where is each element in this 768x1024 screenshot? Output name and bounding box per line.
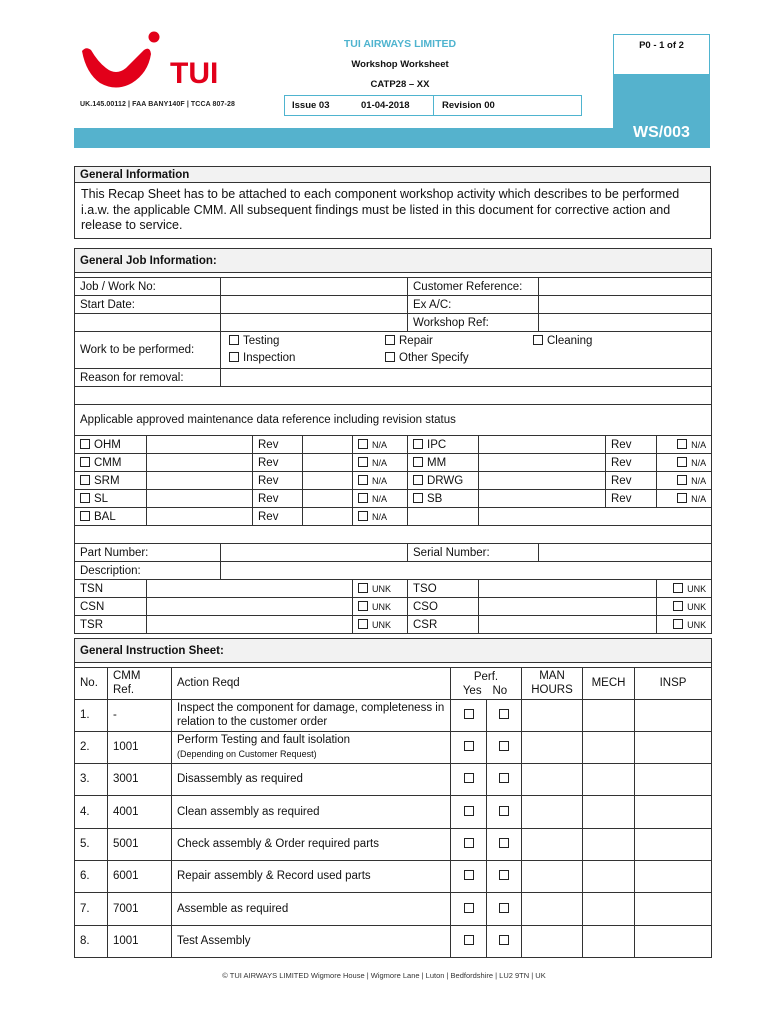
- rev-label: Rev: [253, 472, 303, 490]
- work-to-perform-label: Work to be performed:: [75, 332, 221, 369]
- insp-field[interactable]: [635, 892, 712, 925]
- na-checkbox[interactable]: [358, 475, 368, 485]
- rev-label: Rev: [606, 454, 657, 472]
- catp-code: CATP28 – XX: [370, 79, 430, 90]
- na-option[interactable]: N/A: [657, 490, 712, 508]
- perf-no-checkbox[interactable]: [499, 870, 509, 880]
- perf-no-cell[interactable]: [487, 892, 522, 925]
- drwg-checkbox[interactable]: [413, 475, 423, 485]
- unk-checkbox[interactable]: [358, 583, 368, 593]
- description-field[interactable]: [221, 562, 712, 580]
- customer-ref-field[interactable]: [539, 278, 712, 296]
- unk-option[interactable]: UNK: [657, 598, 712, 616]
- mm-checkbox[interactable]: [413, 457, 423, 467]
- serial-number-field[interactable]: [539, 544, 712, 562]
- workshop-ref-label: Workshop Ref:: [408, 314, 539, 332]
- na-option[interactable]: N/A: [353, 454, 408, 472]
- na-option[interactable]: N/A: [657, 472, 712, 490]
- doc-sb: SB: [408, 490, 479, 508]
- insp-field[interactable]: [635, 860, 712, 892]
- customer-ref-label: Customer Reference:: [408, 278, 539, 296]
- logo-wordmark: TUI: [170, 57, 219, 90]
- row-cmm-ref: 6001: [108, 860, 172, 892]
- perf-yes-cell[interactable]: [451, 925, 487, 957]
- rev-field[interactable]: [303, 436, 353, 454]
- instruction-rows: [75, 699, 712, 957]
- mech-field[interactable]: [583, 699, 635, 731]
- inspection-label: Inspection: [243, 352, 296, 364]
- perf-yes-cell[interactable]: [451, 860, 487, 892]
- na-checkbox[interactable]: [677, 439, 687, 449]
- inspection-option[interactable]: [229, 352, 295, 364]
- perf-yes-cell[interactable]: [451, 828, 487, 860]
- perf-yes-cell[interactable]: [451, 795, 487, 828]
- row-action: Check assembly & Order required parts: [172, 828, 451, 860]
- insp-field[interactable]: [635, 828, 712, 860]
- description-label: Description:: [75, 562, 221, 580]
- row-action: Assemble as required: [172, 892, 451, 925]
- ex-ac-label: Ex A/C:: [408, 296, 539, 314]
- unk-option[interactable]: UNK: [657, 616, 712, 634]
- perf-yes-cell[interactable]: [451, 763, 487, 795]
- row-cmm-ref: 1001: [108, 925, 172, 957]
- blank-cell: [221, 314, 408, 332]
- other-specify-label: Other Specify: [399, 352, 469, 364]
- rev-label: Rev: [606, 472, 657, 490]
- perf-yes-checkbox[interactable]: [464, 838, 474, 848]
- perf-no-cell[interactable]: [487, 699, 522, 731]
- perf-yes-checkbox[interactable]: [464, 870, 474, 880]
- testing-option[interactable]: [229, 335, 279, 347]
- inspection-checkbox[interactable]: [229, 352, 239, 362]
- time-cso: CSO: [408, 598, 479, 616]
- doc-drwg-field[interactable]: [479, 472, 606, 490]
- tui-logo: [78, 28, 238, 98]
- insp-field[interactable]: [635, 925, 712, 957]
- blank-cell: [408, 508, 479, 526]
- perf-yes-checkbox[interactable]: [464, 741, 474, 751]
- row-action: Disassembly as required: [172, 763, 451, 795]
- instruction-row: [75, 892, 712, 925]
- perf-no-cell[interactable]: [487, 860, 522, 892]
- rev-field[interactable]: [303, 472, 353, 490]
- na-checkbox[interactable]: [358, 493, 368, 503]
- doc-srm-field[interactable]: [147, 472, 253, 490]
- company-name: TUI AIRWAYS LIMITED: [343, 38, 457, 50]
- man-hours-field[interactable]: [522, 828, 583, 860]
- other-specify-option[interactable]: [385, 352, 469, 364]
- mech-field[interactable]: [583, 828, 635, 860]
- tso-field[interactable]: [479, 580, 657, 598]
- col-mech-header: MECH: [583, 668, 635, 700]
- row-cmm-ref: 4001: [108, 795, 172, 828]
- perf-no-checkbox[interactable]: [499, 935, 509, 945]
- na-checkbox[interactable]: [358, 439, 368, 449]
- row-cmm-ref: 5001: [108, 828, 172, 860]
- workshop-ref-field[interactable]: [539, 314, 712, 332]
- unk-option[interactable]: UNK: [353, 598, 408, 616]
- doc-ipc: IPC: [408, 436, 479, 454]
- start-date-field[interactable]: [221, 296, 408, 314]
- mech-field[interactable]: [583, 731, 635, 763]
- row-no: 2.: [75, 731, 108, 763]
- mech-field[interactable]: [583, 860, 635, 892]
- repair-option[interactable]: [385, 335, 433, 347]
- instruction-title: General Instruction Sheet:: [75, 639, 712, 663]
- row-no: 1.: [75, 699, 108, 731]
- perf-no-checkbox[interactable]: [499, 741, 509, 751]
- issue-label: Issue 03: [292, 100, 330, 111]
- perf-yes-cell[interactable]: [451, 699, 487, 731]
- unk-option[interactable]: UNK: [353, 580, 408, 598]
- row-action: Clean assembly as required: [172, 795, 451, 828]
- time-csn: CSN: [75, 598, 147, 616]
- logo-dot: [149, 32, 160, 43]
- doc-bal: BAL: [75, 508, 147, 526]
- mech-field[interactable]: [583, 892, 635, 925]
- job-info-title: General Job Information:: [75, 249, 712, 273]
- rev-label: Rev: [606, 436, 657, 454]
- repair-label: Repair: [399, 335, 433, 347]
- blank-row: [75, 526, 712, 544]
- man-hours-field[interactable]: [522, 892, 583, 925]
- srm-checkbox[interactable]: [80, 475, 90, 485]
- general-info-text: This Recap Sheet has to be attached to each component workshop activity which describes to be performed i.a.w. the applicable CMM. All subsequent findings must be listed in this document for corrective action and release to service.: [75, 183, 711, 239]
- insp-field[interactable]: [635, 795, 712, 828]
- na-option[interactable]: N/A: [657, 454, 712, 472]
- row-no: 4.: [75, 795, 108, 828]
- page-number: P0 - 1 of 2: [613, 34, 710, 75]
- perf-yes-checkbox[interactable]: [464, 709, 474, 719]
- doc-sl-field[interactable]: [147, 490, 253, 508]
- na-checkbox[interactable]: [677, 475, 687, 485]
- issue-box: [284, 95, 582, 116]
- perf-no-checkbox[interactable]: [499, 903, 509, 913]
- man-hours-field[interactable]: [522, 925, 583, 957]
- mech-field[interactable]: [583, 925, 635, 957]
- job-no-field[interactable]: [221, 278, 408, 296]
- ohm-checkbox[interactable]: [80, 439, 90, 449]
- footer: © TUI AIRWAYS LIMITED Wigmore House | Wigmore Lane | Luton | Bedfordshire | LU2 9TN | UK: [222, 971, 546, 980]
- perf-no-cell[interactable]: [487, 795, 522, 828]
- row-action: Perform Testing and fault isolation (Depending on Customer Request): [172, 731, 451, 763]
- part-number-label: Part Number:: [75, 544, 221, 562]
- man-hours-field[interactable]: [522, 763, 583, 795]
- worksheet-title: Workshop Worksheet: [351, 59, 449, 70]
- reason-removal-label: Reason for removal:: [75, 369, 221, 387]
- instruction-row: [75, 699, 712, 731]
- rev-field[interactable]: [303, 454, 353, 472]
- logo-smile: [82, 48, 151, 87]
- doc-cmm-field[interactable]: [147, 454, 253, 472]
- time-csr: CSR: [408, 616, 479, 634]
- perf-no-cell[interactable]: [487, 828, 522, 860]
- instruction-row: [75, 860, 712, 892]
- mech-field[interactable]: [583, 763, 635, 795]
- other-specify-checkbox[interactable]: [385, 352, 395, 362]
- perf-no-checkbox[interactable]: [499, 838, 509, 848]
- start-date-label: Start Date:: [75, 296, 221, 314]
- ex-ac-field[interactable]: [539, 296, 712, 314]
- sb-checkbox[interactable]: [413, 493, 423, 503]
- doc-ipc-field[interactable]: [479, 436, 606, 454]
- instruction-row: [75, 795, 712, 828]
- cleaning-label: Cleaning: [547, 335, 593, 347]
- man-hours-field[interactable]: [522, 731, 583, 763]
- doc-sb-field[interactable]: [479, 490, 606, 508]
- rev-label: Rev: [253, 436, 303, 454]
- general-info-table: [74, 166, 711, 239]
- work-options: [221, 332, 712, 369]
- instruction-row: [75, 731, 712, 763]
- col-perf-header: Perf. Yes No: [451, 668, 522, 700]
- perf-yes-checkbox[interactable]: [464, 903, 474, 913]
- na-option[interactable]: N/A: [353, 508, 408, 526]
- insp-field[interactable]: [635, 699, 712, 731]
- doc-bal-field[interactable]: [147, 508, 253, 526]
- perf-no-checkbox[interactable]: [499, 773, 509, 783]
- row-cmm-ref: 3001: [108, 763, 172, 795]
- doc-srm: SRM: [75, 472, 147, 490]
- issue-divider: [433, 96, 434, 115]
- row-no: 3.: [75, 763, 108, 795]
- na-checkbox[interactable]: [358, 511, 368, 521]
- rev-field[interactable]: [303, 508, 353, 526]
- unk-checkbox[interactable]: [673, 583, 683, 593]
- row-no: 6.: [75, 860, 108, 892]
- na-option[interactable]: N/A: [657, 436, 712, 454]
- perf-yes-cell[interactable]: [451, 892, 487, 925]
- doc-cmm: CMM: [75, 454, 147, 472]
- bal-checkbox[interactable]: [80, 511, 90, 521]
- row-action: Inspect the component for damage, completeness in relation to the customer order: [172, 699, 451, 731]
- header-bar: [74, 128, 613, 148]
- tsr-field[interactable]: [147, 616, 353, 634]
- unk-checkbox[interactable]: [673, 601, 683, 611]
- na-option[interactable]: N/A: [353, 490, 408, 508]
- rev-label: Rev: [253, 508, 303, 526]
- row-cmm-ref: 1001: [108, 731, 172, 763]
- blank-cell: [479, 508, 712, 526]
- row-no: 5.: [75, 828, 108, 860]
- na-option[interactable]: N/A: [353, 436, 408, 454]
- perf-yes-checkbox[interactable]: [464, 806, 474, 816]
- csr-field[interactable]: [479, 616, 657, 634]
- revision-label: Revision 00: [442, 100, 495, 111]
- sl-checkbox[interactable]: [80, 493, 90, 503]
- time-tsn: TSN: [75, 580, 147, 598]
- instruction-table: [74, 638, 712, 958]
- unk-option[interactable]: UNK: [353, 616, 408, 634]
- perf-yes-checkbox[interactable]: [464, 773, 474, 783]
- man-hours-field[interactable]: [522, 795, 583, 828]
- perf-yes-cell[interactable]: [451, 731, 487, 763]
- na-option[interactable]: N/A: [353, 472, 408, 490]
- testing-label: Testing: [243, 335, 280, 347]
- perf-no-cell[interactable]: [487, 925, 522, 957]
- man-hours-field[interactable]: [522, 699, 583, 731]
- general-info-title: General Information: [75, 167, 711, 183]
- cso-field[interactable]: [479, 598, 657, 616]
- time-tsr: TSR: [75, 616, 147, 634]
- perf-no-cell[interactable]: [487, 731, 522, 763]
- unk-checkbox[interactable]: [673, 619, 683, 629]
- mech-field[interactable]: [583, 795, 635, 828]
- instruction-row: [75, 925, 712, 957]
- rev-label: Rev: [606, 490, 657, 508]
- row-cmm-ref: -: [108, 699, 172, 731]
- part-number-field[interactable]: [221, 544, 408, 562]
- doc-sl: SL: [75, 490, 147, 508]
- blank-cell: [75, 314, 221, 332]
- cleaning-checkbox[interactable]: [533, 335, 543, 345]
- doc-ohm: OHM: [75, 436, 147, 454]
- tsn-field[interactable]: [147, 580, 353, 598]
- insp-field[interactable]: [635, 731, 712, 763]
- job-info-table: [74, 248, 712, 634]
- col-action-header: Action Reqd: [172, 668, 451, 700]
- cleaning-option[interactable]: [533, 335, 592, 347]
- doc-mm: MM: [408, 454, 479, 472]
- issue-date: 01-04-2018: [361, 100, 410, 111]
- man-hours-field[interactable]: [522, 860, 583, 892]
- perf-no-cell[interactable]: [487, 763, 522, 795]
- ws-code: WS/003: [633, 124, 690, 141]
- rev-label: Rev: [253, 490, 303, 508]
- doc-mm-field[interactable]: [479, 454, 606, 472]
- perf-no-checkbox[interactable]: [499, 806, 509, 816]
- certifications: UK.145.00112 | FAA BANY140F | TCCA 807-28: [80, 101, 235, 108]
- instruction-row: [75, 763, 712, 795]
- na-checkbox[interactable]: [677, 457, 687, 467]
- perf-yes-checkbox[interactable]: [464, 935, 474, 945]
- unk-option[interactable]: UNK: [657, 580, 712, 598]
- unk-checkbox[interactable]: [358, 619, 368, 629]
- blank-row: [75, 387, 712, 405]
- row-action: Repair assembly & Record used parts: [172, 860, 451, 892]
- ipc-checkbox[interactable]: [413, 439, 423, 449]
- insp-field[interactable]: [635, 763, 712, 795]
- csn-field[interactable]: [147, 598, 353, 616]
- col-cmm-header: CMM Ref.: [108, 668, 172, 700]
- row-no: 8.: [75, 925, 108, 957]
- instruction-row: [75, 828, 712, 860]
- applicable-data-label: Applicable approved maintenance data reference including revision status: [75, 405, 712, 436]
- reason-removal-field[interactable]: [221, 369, 712, 387]
- doc-drwg: DRWG: [408, 472, 479, 490]
- row-action: Test Assembly: [172, 925, 451, 957]
- repair-checkbox[interactable]: [385, 335, 395, 345]
- cmm-checkbox[interactable]: [80, 457, 90, 467]
- time-tso: TSO: [408, 580, 479, 598]
- job-no-label: Job / Work No:: [75, 278, 221, 296]
- col-no-header: No.: [75, 668, 108, 700]
- unk-checkbox[interactable]: [358, 601, 368, 611]
- rev-label: Rev: [253, 454, 303, 472]
- row-no: 7.: [75, 892, 108, 925]
- col-insp-header: INSP: [635, 668, 712, 700]
- perf-no-checkbox[interactable]: [499, 709, 509, 719]
- serial-number-label: Serial Number:: [408, 544, 539, 562]
- na-checkbox[interactable]: [358, 457, 368, 467]
- rev-field[interactable]: [303, 490, 353, 508]
- doc-ohm-field[interactable]: [147, 436, 253, 454]
- col-man-hours-header: MAN HOURS: [522, 668, 583, 700]
- row-cmm-ref: 7001: [108, 892, 172, 925]
- na-checkbox[interactable]: [677, 493, 687, 503]
- testing-checkbox[interactable]: [229, 335, 239, 345]
